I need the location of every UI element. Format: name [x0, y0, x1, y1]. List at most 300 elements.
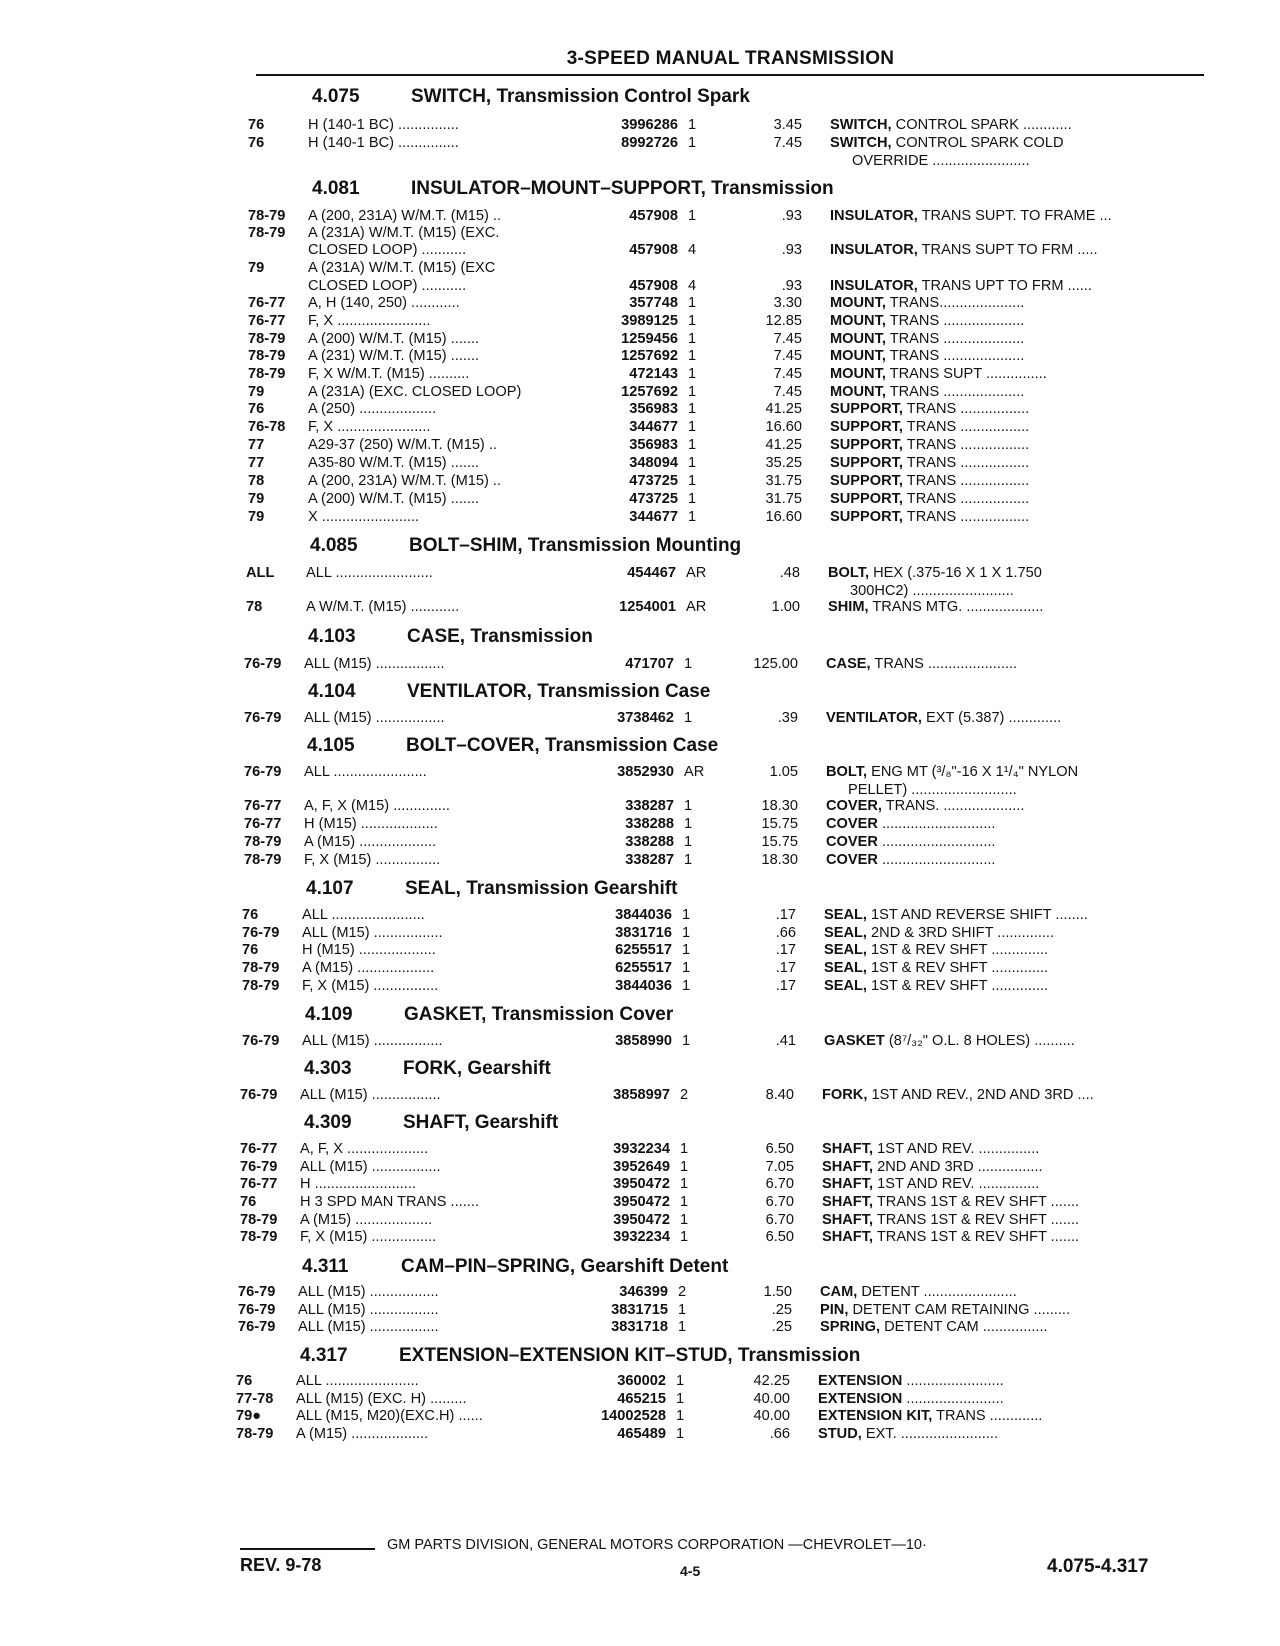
table-row — [248, 418, 1198, 437]
description-noun: SWITCH, — [830, 135, 892, 151]
description-noun: FORK, — [822, 1087, 868, 1103]
part-number-cell: 1257692 — [621, 384, 678, 400]
quantity-cell: 1 — [682, 978, 691, 994]
application-cell: H (M15) ................... — [302, 942, 436, 958]
application-cell: ALL (M15) ................. — [302, 1033, 443, 1049]
price-cell: 7.45 — [773, 348, 802, 364]
description-noun: SUPPORT, — [830, 491, 903, 507]
description-detail: TRANS ...................... — [870, 656, 1018, 672]
model-year-cell: 78-79 — [248, 366, 286, 382]
description-cell — [826, 763, 1182, 782]
model-year-cell: 76 — [242, 942, 259, 958]
application-cell: A (200) W/M.T. (M15) ....... — [308, 491, 480, 507]
description-detail: TRANS SUPT TO FRM ..... — [917, 242, 1098, 258]
application-cell: F, X (M15) ................ — [300, 1229, 437, 1245]
description-cell — [826, 709, 1182, 728]
description-detail: PELLET) .......................... — [848, 782, 1017, 798]
application-cell: ALL (M15) ................. — [300, 1159, 441, 1175]
table-row — [248, 365, 1198, 384]
price-cell: 16.60 — [765, 509, 802, 525]
description-noun: BOLT, — [826, 764, 868, 780]
model-year-cell: 78-79 — [242, 960, 280, 976]
part-number-cell: 1254001 — [619, 599, 676, 615]
application-cell: ALL ....................... — [296, 1373, 419, 1389]
part-number-cell: 8992726 — [621, 135, 678, 151]
description-noun: SPRING, — [820, 1319, 881, 1335]
part-number-cell: 356983 — [629, 401, 678, 417]
part-number-cell: 3950472 — [613, 1212, 670, 1228]
description-noun: VENTILATOR, — [826, 710, 922, 726]
table-row — [244, 815, 1194, 834]
description-detail: DETENT CAM RETAINING ......... — [848, 1302, 1071, 1318]
quantity-cell: 1 — [688, 455, 697, 471]
quantity-cell: 1 — [682, 925, 691, 941]
model-year-cell: 76-79 — [240, 1159, 278, 1175]
table-row — [238, 1283, 1188, 1302]
model-year-cell: 76-77 — [240, 1141, 278, 1157]
description-cell — [830, 454, 1186, 473]
model-year-cell: 78-79 — [240, 1212, 278, 1228]
model-year-cell: 76-77 — [244, 816, 282, 832]
description-detail: 1ST AND REV., 2ND AND 3RD .... — [867, 1087, 1094, 1103]
application-cell: A, H (140, 250) ............ — [308, 295, 460, 311]
table-row — [248, 152, 1198, 171]
section-title: BOLT–COVER, Transmission Case — [406, 735, 719, 756]
part-number-cell: 3831718 — [611, 1319, 668, 1335]
model-year-cell: 78-79 — [248, 348, 286, 364]
footer-section-range: 4.075-4.317 — [1047, 1556, 1149, 1577]
table-row — [242, 906, 1192, 925]
description-noun: CAM, — [820, 1284, 858, 1300]
part-number-cell: 356983 — [629, 437, 678, 453]
description-detail: TRANS..................... — [885, 295, 1025, 311]
description-detail: 2ND AND 3RD ................ — [873, 1159, 1043, 1175]
price-cell: 6.70 — [765, 1212, 794, 1228]
quantity-cell: 1 — [682, 942, 691, 958]
description-detail: 1ST AND REVERSE SHIFT ........ — [866, 907, 1088, 923]
description-detail: TRANS MTG. ................... — [868, 599, 1044, 615]
price-cell: 7.45 — [773, 384, 802, 400]
section-heading — [310, 535, 741, 557]
quantity-cell: 1 — [688, 473, 697, 489]
model-year-cell: 78-79 — [240, 1229, 278, 1245]
part-number-cell: 338287 — [625, 798, 674, 814]
application-cell: A (231A) (EXC. CLOSED LOOP) — [308, 384, 522, 400]
application-cell: A, F, X .................... — [300, 1141, 429, 1157]
table-row — [246, 564, 1196, 583]
quantity-cell: 1 — [688, 331, 697, 347]
description-noun: EXTENSION — [818, 1373, 903, 1389]
part-number-cell: 457908 — [629, 242, 678, 258]
price-cell: 35.25 — [765, 455, 802, 471]
description-noun: INSULATOR, — [830, 242, 918, 258]
description-detail: 1ST & REV SHFT .............. — [866, 960, 1049, 976]
description-noun: SHAFT, — [822, 1212, 874, 1228]
description-detail: 1ST & REV SHFT .............. — [866, 942, 1049, 958]
description-detail: ........................ — [902, 1373, 1004, 1389]
description-detail: TRANS 1ST & REV SHFT ....... — [873, 1212, 1080, 1228]
application-cell: H (140-1 BC) ............... — [308, 135, 459, 151]
description-cell — [830, 241, 1186, 260]
description-noun: GASKET — [824, 1033, 885, 1049]
description-detail: TRANS UPT TO FRM ...... — [917, 278, 1092, 294]
table-row — [242, 959, 1192, 978]
footer-revision: REV. 9-78 — [240, 1555, 322, 1575]
description-detail: TRANS ............. — [932, 1408, 1043, 1424]
section-number: 4.303 — [304, 1058, 352, 1079]
description-noun: MOUNT, — [830, 384, 886, 400]
price-cell: .66 — [769, 1426, 790, 1442]
model-year-cell: 76-79 — [238, 1319, 276, 1335]
quantity-cell: 1 — [688, 509, 697, 525]
application-cell: A (M15) ................... — [304, 834, 437, 850]
application-cell: A, F, X (M15) .............. — [304, 798, 450, 814]
quantity-cell: 1 — [678, 1302, 687, 1318]
table-row — [248, 508, 1198, 527]
description-detail: HEX (.375-16 X 1 X 1.750 — [869, 565, 1042, 581]
quantity-cell: 1 — [680, 1194, 689, 1210]
price-cell: .17 — [775, 978, 796, 994]
quantity-cell: 4 — [688, 242, 697, 258]
description-detail: 300HC2) ......................... — [850, 583, 1014, 599]
description-noun: INSULATOR, — [830, 208, 918, 224]
table-row — [236, 1372, 1186, 1391]
model-year-cell: 77 — [248, 455, 265, 471]
description-noun: SEAL, — [824, 925, 867, 941]
part-number-cell: 6255517 — [615, 942, 672, 958]
description-cell — [818, 1372, 1174, 1391]
table-row — [248, 259, 1198, 278]
application-cell: A (231A) W/M.T. (M15) (EXC — [308, 260, 496, 276]
section-title: SHAFT, Gearshift — [403, 1112, 559, 1133]
part-number-cell: 338288 — [625, 834, 674, 850]
table-row — [242, 941, 1192, 960]
section-heading — [312, 86, 750, 108]
model-year-cell: 78-79 — [248, 331, 286, 347]
quantity-cell: 1 — [680, 1212, 689, 1228]
description-noun: MOUNT, — [830, 348, 886, 364]
quantity-cell: 1 — [680, 1176, 689, 1192]
price-cell: .17 — [775, 942, 796, 958]
application-cell: A (231) W/M.T. (M15) ....... — [308, 348, 480, 364]
description-noun: SUPPORT, — [830, 437, 903, 453]
quantity-cell: 1 — [684, 656, 693, 672]
description-cell — [824, 906, 1180, 925]
price-cell: 42.25 — [753, 1373, 790, 1389]
description-detail: TRANS ................. — [902, 419, 1030, 435]
description-detail: TRANS. .................... — [881, 798, 1025, 814]
quantity-cell: 1 — [688, 401, 697, 417]
quantity-cell: 1 — [676, 1391, 685, 1407]
table-row — [248, 454, 1198, 473]
page-title: 3-SPEED MANUAL TRANSMISSION — [566, 48, 895, 69]
description-noun: SHIM, — [828, 599, 869, 615]
price-cell: 18.30 — [761, 852, 798, 868]
description-detail: DETENT ....................... — [857, 1284, 1017, 1300]
quantity-cell: 1 — [688, 384, 697, 400]
description-cell — [830, 436, 1186, 455]
application-cell: H (M15) ................... — [304, 816, 438, 832]
quantity-cell: AR — [684, 764, 705, 780]
description-noun: SUPPORT, — [830, 473, 903, 489]
section-title: EXTENSION–EXTENSION KIT–STUD, Transmission — [399, 1345, 861, 1366]
section-number: 4.105 — [307, 735, 355, 756]
price-cell: 41.25 — [765, 401, 802, 417]
part-number-cell: 457908 — [629, 278, 678, 294]
application-cell: A W/M.T. (M15) ............ — [306, 599, 460, 615]
price-cell: 6.50 — [765, 1229, 794, 1245]
description-cell — [830, 134, 1186, 153]
quantity-cell: 1 — [688, 295, 697, 311]
price-cell: 18.30 — [761, 798, 798, 814]
part-number-cell: 472143 — [629, 366, 678, 382]
part-number-cell: 3844036 — [615, 907, 672, 923]
description-noun: MOUNT, — [830, 366, 886, 382]
table-row — [238, 1318, 1188, 1337]
description-cell — [830, 400, 1186, 419]
description-noun: SHAFT, — [822, 1194, 874, 1210]
description-detail: TRANS ................. — [902, 437, 1030, 453]
price-cell: 7.45 — [773, 135, 802, 151]
part-number-cell: 3932234 — [613, 1141, 670, 1157]
table-row — [240, 1140, 1190, 1159]
application-cell: CLOSED LOOP) ........... — [308, 278, 467, 294]
description-detail: ENG MT (³/₈"-16 X 1¹/₄" NYLON — [867, 764, 1079, 780]
top-rule — [256, 74, 1204, 76]
table-row — [244, 763, 1194, 782]
description-cell — [828, 564, 1184, 583]
model-year-cell: ALL — [246, 565, 275, 581]
price-cell: 40.00 — [753, 1391, 790, 1407]
quantity-cell: 1 — [678, 1319, 687, 1335]
application-cell: ALL ....................... — [304, 764, 427, 780]
application-cell: ALL ....................... — [302, 907, 425, 923]
table-row — [248, 400, 1198, 419]
model-year-cell: 76-79 — [238, 1302, 276, 1318]
model-year-cell: 78-79 — [236, 1426, 274, 1442]
quantity-cell: 1 — [688, 135, 697, 151]
section-heading — [302, 1256, 728, 1278]
model-year-cell: 79 — [248, 509, 265, 525]
quantity-cell: 1 — [684, 852, 693, 868]
part-number-cell: 473725 — [629, 491, 678, 507]
description-detail: CONTROL SPARK ............ — [891, 117, 1072, 133]
description-noun: INSULATOR, — [830, 278, 918, 294]
price-cell: 8.40 — [765, 1087, 794, 1103]
model-year-cell: 76-79 — [244, 764, 282, 780]
description-detail: ............................ — [877, 834, 996, 850]
model-year-cell: 77-78 — [236, 1391, 274, 1407]
table-row — [248, 347, 1198, 366]
price-cell: 6.50 — [765, 1141, 794, 1157]
model-year-cell: 76-79 — [244, 656, 282, 672]
description-cell — [820, 1283, 1176, 1302]
model-year-cell: 76 — [248, 117, 265, 133]
description-detail: TRANS ................. — [902, 455, 1030, 471]
part-number-cell: 3858997 — [613, 1087, 670, 1103]
model-year-cell: 76-79 — [240, 1087, 278, 1103]
description-noun: SEAL, — [824, 960, 867, 976]
part-number-cell: 3950472 — [613, 1194, 670, 1210]
description-detail: TRANS SUPT ............... — [885, 366, 1047, 382]
model-year-cell: 76-79 — [242, 1033, 280, 1049]
description-cell — [826, 797, 1182, 816]
model-year-cell: 76 — [248, 401, 265, 417]
section-number: 4.107 — [306, 878, 354, 899]
price-cell: 7.45 — [773, 366, 802, 382]
table-row — [244, 797, 1194, 816]
part-number-cell: 360002 — [617, 1373, 666, 1389]
application-cell: A (200) W/M.T. (M15) ....... — [308, 331, 480, 347]
description-noun: SHAFT, — [822, 1159, 874, 1175]
description-noun: PIN, — [820, 1302, 849, 1318]
quantity-cell: 1 — [680, 1159, 689, 1175]
part-number-cell: 3831716 — [615, 925, 672, 941]
model-year-cell: 76-77 — [248, 313, 286, 329]
description-noun: MOUNT, — [830, 331, 886, 347]
description-cell — [822, 1228, 1178, 1247]
quantity-cell: 1 — [682, 1033, 691, 1049]
description-noun: CASE, — [826, 656, 871, 672]
section-number: 4.311 — [302, 1256, 349, 1277]
description-detail: TRANS 1ST & REV SHFT ....... — [873, 1194, 1080, 1210]
description-cell — [830, 418, 1186, 437]
price-cell: .93 — [781, 208, 802, 224]
model-year-cell: 76 — [242, 907, 259, 923]
quantity-cell: 1 — [676, 1408, 685, 1424]
section-title: SWITCH, Transmission Control Spark — [411, 86, 750, 107]
model-year-cell: 76-79 — [238, 1284, 276, 1300]
price-cell: .25 — [771, 1302, 792, 1318]
application-cell: ALL (M15) ................. — [300, 1087, 441, 1103]
part-number-cell: 3996286 — [621, 117, 678, 133]
application-cell: ALL (M15) ................. — [298, 1302, 439, 1318]
table-row — [240, 1175, 1190, 1194]
section-title: VENTILATOR, Transmission Case — [407, 681, 711, 702]
description-noun: MOUNT, — [830, 313, 886, 329]
part-number-cell: 3858990 — [615, 1033, 672, 1049]
description-cell — [830, 472, 1186, 491]
application-cell: A (M15) ................... — [296, 1426, 429, 1442]
part-number-cell: 3950472 — [613, 1176, 670, 1192]
quantity-cell: 1 — [680, 1141, 689, 1157]
model-year-cell: 76 — [248, 135, 265, 151]
section-title: GASKET, Transmission Cover — [404, 1004, 674, 1025]
model-year-cell: 76-79 — [244, 710, 282, 726]
quantity-cell: 1 — [688, 313, 697, 329]
price-cell: 6.70 — [765, 1176, 794, 1192]
quantity-cell: 1 — [688, 491, 697, 507]
application-cell: ALL (M15, M20)(EXC.H) ...... — [296, 1408, 483, 1424]
description-noun: SEAL, — [824, 907, 867, 923]
model-year-cell: 78-79 — [244, 852, 282, 868]
description-cell — [822, 1086, 1178, 1105]
description-noun: SUPPORT, — [830, 509, 903, 525]
description-detail: CONTROL SPARK COLD — [891, 135, 1064, 151]
table-row — [244, 655, 1194, 674]
table-row — [244, 709, 1194, 728]
description-detail: 2ND & 3RD SHIFT .............. — [866, 925, 1055, 941]
description-detail: TRANS .................... — [885, 331, 1025, 347]
description-detail: ............................ — [877, 852, 996, 868]
description-detail: TRANS .................... — [885, 384, 1025, 400]
application-cell: ALL (M15) ................. — [302, 925, 443, 941]
description-detail: 1ST & REV SHFT .............. — [866, 978, 1049, 994]
application-cell: H (140-1 BC) ............... — [308, 117, 459, 133]
price-cell: 41.25 — [765, 437, 802, 453]
price-cell: .93 — [781, 242, 802, 258]
description-cell — [830, 508, 1186, 527]
description-noun: COVER — [826, 852, 878, 868]
section-heading — [304, 1112, 558, 1134]
description-cell — [826, 851, 1182, 870]
application-cell: X ........................ — [308, 509, 420, 525]
description-cell — [828, 598, 1184, 617]
description-detail: TRANS ................. — [902, 473, 1030, 489]
description-detail: EXT. ........................ — [861, 1426, 999, 1442]
description-detail: 1ST AND REV. ............... — [873, 1176, 1040, 1192]
part-number-cell: 6255517 — [615, 960, 672, 976]
model-year-cell: 76-77 — [240, 1176, 278, 1192]
application-cell: A (231A) W/M.T. (M15) (EXC. — [308, 225, 500, 241]
model-year-cell: 78-79 — [244, 834, 282, 850]
description-detail: TRANS .................... — [885, 348, 1025, 364]
model-year-cell: 78-79 — [248, 225, 286, 241]
model-year-cell: 79 — [248, 491, 265, 507]
table-row — [244, 851, 1194, 870]
quantity-cell: 1 — [688, 208, 697, 224]
description-noun: COVER, — [826, 798, 882, 814]
quantity-cell: 1 — [688, 419, 697, 435]
description-noun: SHAFT, — [822, 1229, 874, 1245]
description-noun: COVER — [826, 834, 878, 850]
description-detail: TRANS ................. — [902, 401, 1030, 417]
quantity-cell: AR — [686, 599, 707, 615]
table-row — [246, 598, 1196, 617]
model-year-cell: 78-79 — [242, 978, 280, 994]
part-number-cell: 465215 — [617, 1391, 666, 1407]
quantity-cell: 1 — [688, 348, 697, 364]
price-cell: 40.00 — [753, 1408, 790, 1424]
footer-publisher: GM PARTS DIVISION, GENERAL MOTORS CORPORATION —CHEVROLET—10· — [387, 1537, 927, 1553]
application-cell: ALL (M15) (EXC. H) ......... — [296, 1391, 467, 1407]
model-year-cell: 76-77 — [248, 295, 286, 311]
description-cell — [824, 977, 1180, 996]
section-number: 4.081 — [312, 178, 360, 199]
part-number-cell: 3932234 — [613, 1229, 670, 1245]
description-noun: EXTENSION KIT, — [818, 1408, 933, 1424]
quantity-cell: 1 — [684, 798, 693, 814]
quantity-cell: 1 — [680, 1229, 689, 1245]
part-number-cell: 471707 — [625, 656, 674, 672]
application-cell: ALL ........................ — [306, 565, 433, 581]
description-cell — [818, 1407, 1174, 1426]
description-cell — [826, 833, 1182, 852]
quantity-cell: 1 — [676, 1426, 685, 1442]
section-title: BOLT–SHIM, Transmission Mounting — [409, 535, 742, 556]
section-title: CASE, Transmission — [407, 626, 593, 647]
price-cell: .93 — [781, 278, 802, 294]
section-title: CAM–PIN–SPRING, Gearshift Detent — [401, 1256, 729, 1277]
description-cell — [826, 655, 1182, 674]
quantity-cell: 1 — [682, 960, 691, 976]
description-cell — [830, 365, 1186, 384]
description-cell — [830, 152, 1208, 171]
description-cell — [822, 1140, 1178, 1159]
table-row — [240, 1228, 1190, 1247]
table-row — [248, 312, 1198, 331]
description-detail: ............................ — [877, 816, 996, 832]
